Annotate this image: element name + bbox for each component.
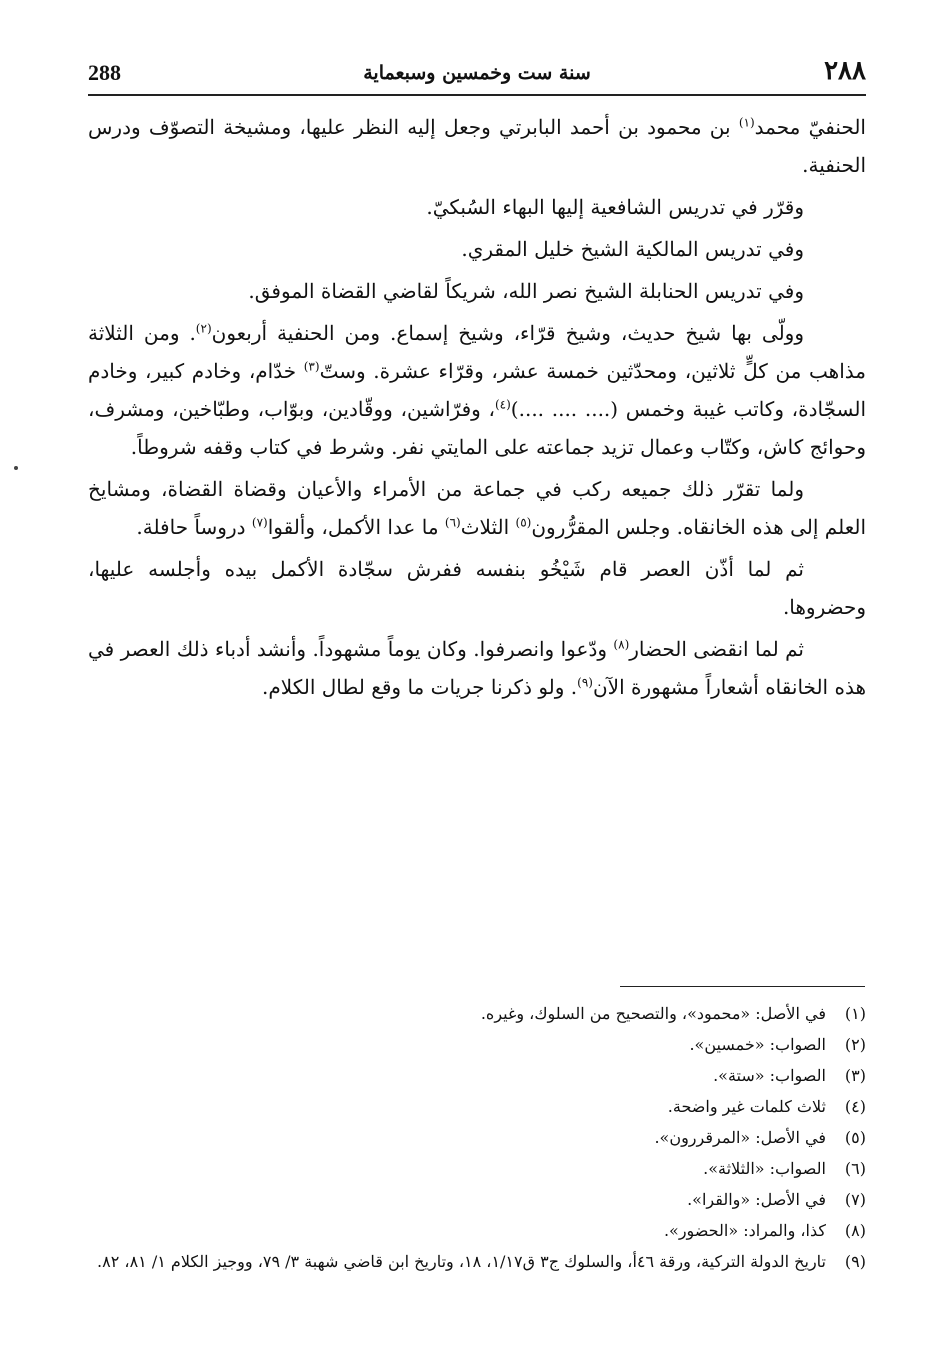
page-number-arabic: ٢٨٨ — [824, 56, 866, 86]
footnote-text: في الأصل: «محمود»، والتصحيح من السلوك، وغيره. — [480, 1004, 826, 1023]
footnote-number: (٤) — [844, 1097, 866, 1116]
footnote-text: الصواب: «الثلاثة». — [703, 1159, 826, 1178]
footnote-text: الصواب: «خمسين». — [689, 1035, 826, 1054]
footnote-number: (١) — [844, 1004, 866, 1023]
footnote-item — [88, 1246, 866, 1277]
footnote-number: (٥) — [844, 1128, 866, 1147]
footnote-item — [88, 1153, 866, 1184]
margin-mark — [14, 466, 18, 470]
paragraph: وقرّر في تدريس الشافعية إليها البهاء السُبكيّ. — [426, 195, 804, 219]
footnote-text: الصواب: «ستة». — [713, 1066, 826, 1085]
footnote-item — [88, 1215, 866, 1246]
footnote-item — [88, 1091, 866, 1122]
footnote-number: (٢) — [844, 1035, 866, 1054]
footnote-text: في الأصل: «والقرا». — [687, 1190, 826, 1209]
footnote-number: (٨) — [844, 1221, 866, 1240]
running-title: سنة ست وخمسين وسبعماية — [363, 62, 591, 84]
footnote-item — [88, 1029, 866, 1060]
footnote-rule — [620, 986, 865, 987]
footnote-item — [88, 1184, 866, 1215]
footnote-item — [88, 1122, 866, 1153]
footnote-text: تاريخ الدولة التركية، ورقة ٤٦أ، والسلوك ج٣ ق١/١٧، ١٨، وتاريخ ابن قاضي شهبة ٣/ ٧٩، ووجيز الكلام ١/ ٨١، ٨٢. — [97, 1252, 826, 1271]
footnote-number: (٦) — [844, 1159, 866, 1178]
paragraph: وفي تدريس الحنابلة الشيخ نصر الله، شريكاً لقاضي القضاة الموفق. — [248, 279, 804, 303]
header-rule — [88, 94, 866, 96]
paragraph: وفي تدريس المالكية الشيخ خليل المقري. — [461, 237, 804, 261]
footnote-number: (٩) — [844, 1252, 866, 1271]
footnote-text: ثلاث كلمات غير واضحة. — [667, 1097, 826, 1116]
footnote-number: (٧) — [844, 1190, 866, 1209]
main-text — [88, 108, 866, 710]
footnote-text: كذا، والمراد: «الحضور». — [663, 1221, 826, 1240]
footnote-item — [88, 998, 866, 1029]
paragraph: ولما تقرّر ذلك جميعه ركب في جماعة من الأمراء والأعيان وقضاة القضاة، ومشايخ العلم إلى هذه الخانقاه. وجلس المقرُّرون$^{(٥)}$ الثلاث$^{(٦)}$ ما عدا الأكمل، وألقوا$^{(٧)}$ دروساً حافلة. — [88, 477, 866, 539]
footnote-text: في الأصل: «المرقررون». — [654, 1128, 826, 1147]
page-header — [88, 58, 866, 92]
paragraph: ثم لما أذّن العصر قام شَيْخُو بنفسه ففرش سجّادة الأكمل بيده وأجلسه عليها، وحضروها. — [88, 557, 866, 619]
footnote-item — [88, 1060, 866, 1091]
footnotes — [88, 998, 866, 1277]
paragraph: الحنفيّ محمد$^{(١)}$ بن محمود بن أحمد البابرتي وجعل إليه النظر عليها، ومشيخة التصوّف ودرس الحنفية. — [88, 115, 866, 177]
page-number-latin: 288 — [88, 60, 121, 85]
paragraph: وولّى بها شيخ حديث، وشيخ قرّاء، وشيخ إسماع. ومن الحنفية أربعون$^{(٢)}$. ومن الثلاثة مذاهب من كلٍّ ثلاثين، ومحدّثين خمسة عشر، وقرّاء عشرة. وستّ$^{(٣)}$ خدّام، وخادم كبير، وخادم السجّادة، وكاتب غيبة وخمس (.... .... ....)$^{(٤)}$، وفرّاشين، ووقّادين، وبوّاب، وطبّاخين، ومشرف، وحوائج كاش، وكتّاب وعمال تزيد جماعته على المايتي نفر. وشرط في كتاب وقفه شروطاً. — [88, 321, 867, 459]
paragraph: ثم لما انقضى الحضار$^{(٨)}$ ودّعوا وانصرفوا. وكان يوماً مشهوداً. وأنشد أدباء ذلك العصر في هذه الخانقاه أشعاراً مشهورة الآن$^{(٩)}$. ولو ذكرنا جريات ما وقع لطال الكلام. — [88, 637, 866, 699]
footnote-number: (٣) — [844, 1066, 866, 1085]
